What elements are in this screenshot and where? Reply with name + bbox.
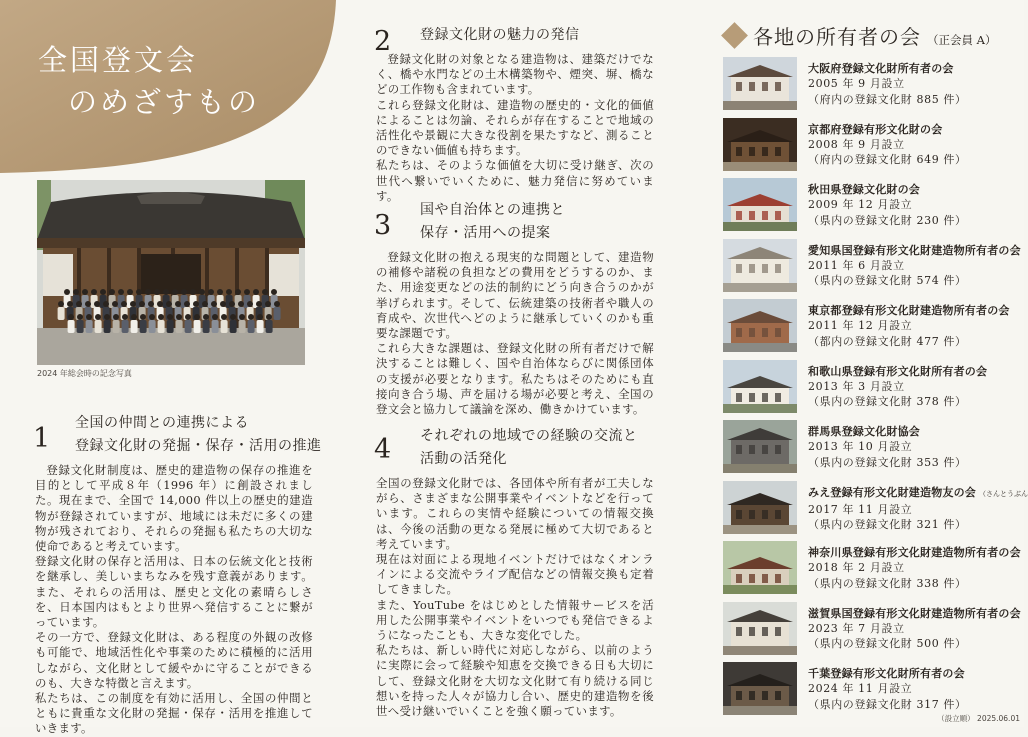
- section-body: [376, 250, 654, 417]
- member-founded: 2018 年 2 月設立: [808, 561, 905, 575]
- member-building-photo: [723, 57, 797, 110]
- member-item: [723, 541, 1024, 602]
- section-heading-line: それぞれの地域での経験の交流と: [420, 428, 638, 444]
- member-building-photo: [723, 118, 797, 171]
- member-name: 秋田県登録文化財の会: [808, 183, 920, 196]
- member-text: [808, 303, 1024, 349]
- paragraph: 登録文化財の保存と活用は、日本の伝統文化と技術を継承し、美しいまちなみを残す意義があります。また、それらの活用は、歴史と文化の素晴らしさを、日本国内はもとより世界へ発信することに繋がっています。: [35, 554, 313, 630]
- member-text: [808, 424, 1024, 470]
- member-associations-panel: [720, 0, 1028, 727]
- section-heading-line: 活動の活発化: [420, 451, 507, 467]
- member-count: （県内の登録文化財 378 件）: [808, 395, 967, 409]
- paragraph: 登録文化財の対象となる建造物は、建築だけでなく、橋や水門などの土木構築物や、煙突、塀、橋などの工作物も含まれています。: [376, 52, 654, 97]
- member-count: （県内の登録文化財 321 件）: [808, 518, 967, 532]
- footer-date: 2025.06.01: [977, 714, 1020, 723]
- member-item: [723, 239, 1024, 300]
- member-item: [723, 178, 1024, 239]
- member-name: 群馬県登録文化財協会: [808, 425, 920, 438]
- section-body: [35, 463, 313, 737]
- section-heading-line: 国や自治体との連携と: [420, 202, 565, 218]
- member-building-photo: [723, 178, 797, 231]
- member-founded: 2009 年 12 月設立: [808, 198, 913, 212]
- member-item: [723, 602, 1024, 663]
- member-name-line: [808, 485, 1028, 502]
- member-building-photo: [723, 420, 797, 473]
- member-building-photo: [723, 481, 797, 534]
- member-text: [808, 606, 1024, 652]
- paragraph: その一方で、登録文化財は、ある程度の外観の改修も可能で、地域活性化や事業のために積極的に活用しながら、文化財として緩やかに守ることができるのも、大きな特徴と言えます。: [35, 630, 313, 690]
- section-heading-line: 保存・活用への提案: [420, 225, 551, 241]
- member-name: 神奈川県登録有形文化財建造物所有者の会: [808, 546, 1021, 559]
- member-text: [808, 122, 1024, 168]
- member-founded: 2005 年 9 月設立: [808, 77, 905, 91]
- paragraph: 私たちは、この制度を有効に活用し、全国の仲間とともに貴重な文化財の発掘・保存・活用を推進していきます。: [35, 691, 313, 736]
- member-founded: 2011 年 12 月設立: [808, 319, 913, 333]
- member-count: （県内の登録文化財 353 件）: [808, 455, 967, 469]
- member-count: （府内の登録文化財 885 件）: [808, 92, 967, 106]
- member-item: [723, 420, 1024, 481]
- member-name-reading: （さんとうぶん: [979, 489, 1028, 498]
- paragraph: 登録文化財の抱える現実的な問題として、建造物の補修や諸税の負担などの費用をどうするのか、また、用途変更などの法的制約にどう向き合うのかが挙げられます。そして、伝統建築の技術者や職人の育成や、次世代へどのように継承していくのかも重要な課題です。: [376, 250, 654, 341]
- paragraph: 登録文化財制度は、歴史的建造物の保存の推進を目的として平成８年（1996 年）に創設されました。現在まで、全国で 14,000 件以上の歴史的建造物が登録されていますが、地域には未だに多くの建物が残されており、それらの発掘も私たちの大切な使命であると考えています。: [35, 463, 313, 554]
- paragraph: また、YouTube をはじめとした情報サービスを活用した公開事業やイベントをいつでも発信できるようになったことも、大きな変化でした。: [376, 597, 654, 643]
- title-banner: [0, 0, 340, 180]
- member-count: （県内の登録文化財 338 件）: [808, 576, 967, 590]
- paragraph: 私たちは、新しい時代に対応しながら、以前のように実際に会って経験や知恵を交換できる日も大切にして、登録文化財を大切な文化財て有り続ける同じ想いを持った人々が協力し合い、歴史的建造物を後世へ受け継いでいくことを強く願っています。: [376, 643, 654, 719]
- member-name-line: [808, 243, 1024, 258]
- members-title: 各地の所有者の会: [753, 25, 921, 49]
- section-heading: [420, 24, 580, 47]
- section-number: 2: [374, 26, 392, 57]
- section-heading: [420, 199, 565, 245]
- member-name-line: [808, 303, 1024, 318]
- member-name: 大阪府登録文化財所有者の会: [808, 62, 954, 75]
- member-text: [808, 666, 1024, 712]
- member-text: [808, 545, 1024, 591]
- member-building-photo: [723, 239, 797, 292]
- member-item: [723, 118, 1024, 179]
- members-subtitle: （正会員 A）: [927, 33, 997, 47]
- member-founded: 2023 年 7 月設立: [808, 621, 905, 635]
- member-founded: 2008 年 9 月設立: [808, 137, 905, 151]
- member-text: [808, 485, 1028, 533]
- member-item: [723, 299, 1024, 360]
- paragraph: 私たちは、そのような価値を大切に受け継ぎ、次の世代へ繋いでいくために、魅力発信に努めています。: [376, 158, 654, 203]
- member-building-photo: [723, 602, 797, 655]
- member-name-line: [808, 364, 1024, 379]
- section-number: 3: [374, 210, 392, 241]
- footer-note: [937, 713, 1020, 724]
- member-founded: 2013 年 3 月設立: [808, 379, 905, 393]
- member-building-photo: [723, 299, 797, 352]
- member-text: [808, 182, 1024, 228]
- member-text: [808, 243, 1024, 289]
- member-name: 東京都登録有形文化財建造物所有者の会: [808, 304, 1010, 317]
- member-name: 愛知県国登録有形文化財建造物所有者の会: [808, 243, 1021, 257]
- member-name: 京都府登録有形文化財の会: [808, 122, 943, 136]
- member-founded: 2024 年 11 月設立: [808, 682, 913, 696]
- section-number: 1: [33, 423, 51, 454]
- member-name-line: [808, 61, 1024, 76]
- paragraph: これら大きな課題は、登録文化財の所有者だけで解決することは難しく、国や自治体ならびに関係団体の支援が必要となります。私たちはそのためにも直接向き合う場、声を届ける場が必要と考え、全国の登文会と協力して議論を深め、働きかけています。: [376, 341, 654, 417]
- member-count: （県内の登録文化財 574 件）: [808, 274, 967, 288]
- section-body: [376, 476, 654, 719]
- member-item: [723, 57, 1024, 118]
- member-name-line: [808, 545, 1024, 560]
- member-count: （都内の登録文化財 477 件）: [808, 334, 967, 348]
- section-heading-line: 登録文化財の発掘・保存・活用の推進: [75, 438, 322, 454]
- member-building-photo: [723, 541, 797, 594]
- members-heading: [753, 21, 996, 50]
- member-building-photo: [723, 360, 797, 413]
- member-name-line: [808, 666, 1024, 681]
- section-heading-line: 全国の仲間との連携による: [75, 415, 249, 431]
- photo-caption: 2024 年総会時の記念写真: [37, 369, 132, 378]
- member-name-line: [808, 424, 1024, 439]
- diamond-icon: [721, 22, 748, 49]
- member-count: （県内の登録文化財 230 件）: [808, 213, 967, 227]
- member-name-line: [808, 606, 1024, 621]
- paragraph: これら登録文化財は、建造物の歴史的・文化的価値によることは勿論、それらが存在することで地域の活性化や景観に大きな役割を果たすなど、測ることのできない価値も持ちます。: [376, 97, 654, 158]
- section-body: [376, 52, 654, 204]
- group-photo: [37, 180, 305, 365]
- member-item: [723, 481, 1028, 542]
- member-founded: 2011 年 6 月設立: [808, 258, 905, 272]
- member-item: [723, 360, 1024, 421]
- section-number: 4: [374, 434, 392, 465]
- member-name: みえ登録有形文化財建造物友の会: [808, 485, 976, 499]
- footer-order: （設立順）: [937, 714, 975, 723]
- member-building-photo: [723, 662, 797, 715]
- section-heading-line: 登録文化財の魅力の発信: [420, 27, 580, 43]
- member-founded: 2013 年 10 月設立: [808, 440, 913, 454]
- paragraph: 全国の登録文化財では、各団体や所有者が工夫しながら、さまざまな公開事業やイベントなどを行っています。これらの実情や経験についての情報交換は、今後の活動の更なる発展に極めて大切であると考えています。: [376, 476, 654, 551]
- member-count: （府内の登録文化財 649 件）: [808, 153, 967, 167]
- member-name: 千葉登録有形文化財所有者の会: [808, 667, 965, 680]
- page-title-line-1: 全国登文会: [38, 43, 199, 77]
- member-text: [808, 364, 1024, 410]
- member-count: （県内の登録文化財 317 件）: [808, 697, 967, 711]
- member-name-line: [808, 182, 1024, 197]
- member-count: （県内の登録文化財 500 件）: [808, 637, 967, 651]
- member-founded: 2017 年 11 月設立: [808, 502, 913, 516]
- member-text: [808, 61, 1024, 107]
- paragraph: 現在は対面による現地イベントだけではなくオンラインによる交流やライブ配信などの情報交換も定着してきました。: [376, 552, 654, 597]
- page-title-line-2: のめざすもの: [68, 85, 261, 119]
- section-heading: [420, 425, 638, 471]
- member-name-line: [808, 122, 1024, 137]
- member-name: 滋賀県国登録有形文化財建造物所有者の会: [808, 606, 1021, 620]
- section-heading: [75, 412, 322, 458]
- member-name: 和歌山県登録有形文化財所有者の会: [808, 364, 988, 378]
- member-list: [723, 57, 1028, 723]
